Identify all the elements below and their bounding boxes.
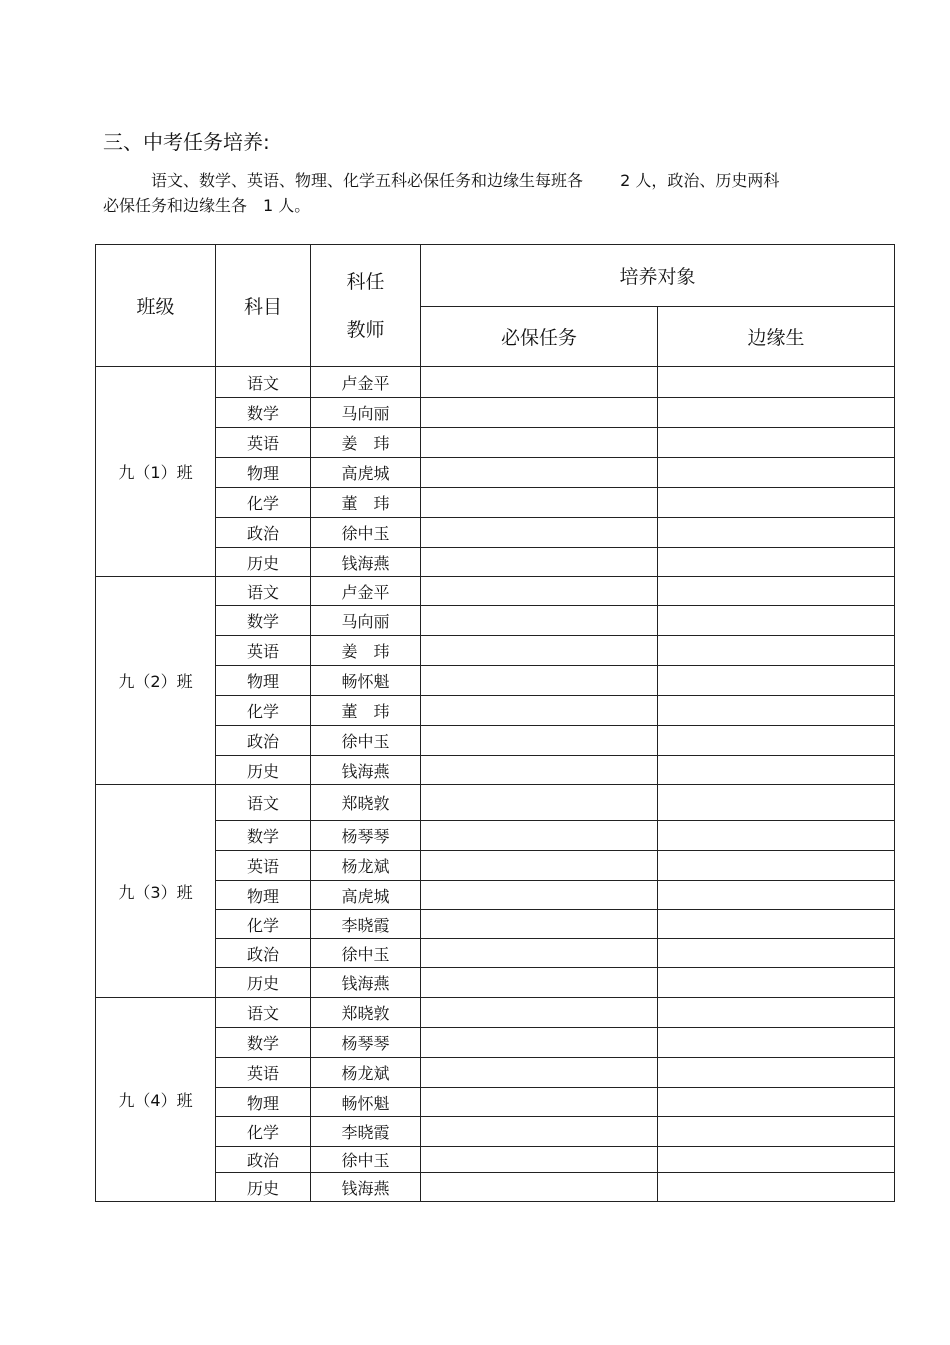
subject-cell: 物理: [216, 881, 311, 910]
teacher-cell: 姜 玮: [311, 636, 421, 666]
table-row: [96, 458, 895, 488]
edge-student-cell[interactable]: [658, 1028, 895, 1058]
edge-student-cell[interactable]: [658, 821, 895, 851]
edge-student-cell[interactable]: [658, 726, 895, 756]
teacher-cell: 畅怀魁: [311, 666, 421, 696]
must-task-cell[interactable]: [421, 1147, 658, 1173]
subject-cell: 语文: [216, 577, 311, 606]
subject-cell: 数学: [216, 398, 311, 428]
teacher-cell: 郑晓敦: [311, 998, 421, 1028]
must-task-cell[interactable]: [421, 785, 658, 821]
edge-student-cell[interactable]: [658, 398, 895, 428]
subject-cell: 物理: [216, 458, 311, 488]
edge-student-cell[interactable]: [658, 1173, 895, 1202]
header-teacher-line-2: 教师: [346, 318, 385, 341]
edge-student-cell[interactable]: [658, 548, 895, 577]
subject-cell: 数学: [216, 821, 311, 851]
table-body: [96, 367, 895, 1202]
teacher-cell: 徐中玉: [311, 518, 421, 548]
table-row: [96, 367, 895, 398]
edge-student-cell[interactable]: [658, 881, 895, 910]
header-must-task: 必保任务: [421, 307, 658, 367]
table-row: [96, 1028, 895, 1058]
must-task-cell[interactable]: [421, 606, 658, 636]
teacher-cell: 杨琴琴: [311, 821, 421, 851]
table-row: [96, 548, 895, 577]
edge-student-cell[interactable]: [658, 1117, 895, 1147]
must-task-cell[interactable]: [421, 666, 658, 696]
must-task-cell[interactable]: [421, 881, 658, 910]
table-row: [96, 998, 895, 1028]
must-task-cell[interactable]: [421, 851, 658, 881]
edge-student-cell[interactable]: [658, 756, 895, 785]
edge-student-cell[interactable]: [658, 367, 895, 398]
teacher-cell: 钱海燕: [311, 548, 421, 577]
teacher-cell: 杨龙斌: [311, 1058, 421, 1088]
must-task-cell[interactable]: [421, 577, 658, 606]
subject-cell: 英语: [216, 1058, 311, 1088]
subject-cell: 英语: [216, 851, 311, 881]
teacher-cell: 郑晓敦: [311, 785, 421, 821]
teacher-cell: 钱海燕: [311, 1173, 421, 1202]
table-row: [96, 428, 895, 458]
teacher-cell: 马向丽: [311, 606, 421, 636]
header-teacher: [311, 245, 421, 367]
edge-student-cell[interactable]: [658, 606, 895, 636]
teacher-cell: 卢金平: [311, 577, 421, 606]
subject-cell: 化学: [216, 696, 311, 726]
edge-student-cell[interactable]: [658, 968, 895, 998]
teacher-cell: 钱海燕: [311, 968, 421, 998]
must-task-cell[interactable]: [421, 518, 658, 548]
must-task-cell[interactable]: [421, 1173, 658, 1202]
edge-student-cell[interactable]: [658, 785, 895, 821]
teacher-cell: 姜 玮: [311, 428, 421, 458]
edge-student-cell[interactable]: [658, 518, 895, 548]
table-row: [96, 756, 895, 785]
must-task-cell[interactable]: [421, 398, 658, 428]
edge-student-cell[interactable]: [658, 998, 895, 1028]
must-task-cell[interactable]: [421, 428, 658, 458]
task-description: [103, 168, 863, 218]
subject-cell: 英语: [216, 428, 311, 458]
must-task-cell[interactable]: [421, 488, 658, 518]
subject-cell: 政治: [216, 518, 311, 548]
table-row: [96, 726, 895, 756]
table-row: [96, 398, 895, 428]
edge-student-cell[interactable]: [658, 939, 895, 968]
edge-student-cell[interactable]: [658, 577, 895, 606]
class-name-cell: 九（1）班: [96, 367, 216, 577]
teacher-cell: 董 玮: [311, 488, 421, 518]
teacher-cell: 高虎城: [311, 458, 421, 488]
must-task-cell[interactable]: [421, 548, 658, 577]
must-task-cell[interactable]: [421, 367, 658, 398]
teacher-cell: 杨琴琴: [311, 1028, 421, 1058]
teacher-cell: 畅怀魁: [311, 1088, 421, 1117]
teacher-cell: 马向丽: [311, 398, 421, 428]
teacher-cell: 徐中玉: [311, 939, 421, 968]
header-teacher-line-1: 科任: [346, 270, 385, 293]
subject-cell: 历史: [216, 968, 311, 998]
teacher-cell: 徐中玉: [311, 1147, 421, 1173]
must-task-cell[interactable]: [421, 1088, 658, 1117]
subject-cell: 化学: [216, 488, 311, 518]
must-task-cell[interactable]: [421, 636, 658, 666]
edge-student-cell[interactable]: [658, 910, 895, 939]
subject-cell: 语文: [216, 785, 311, 821]
subject-cell: 英语: [216, 636, 311, 666]
subject-cell: 政治: [216, 1147, 311, 1173]
table-row: [96, 696, 895, 726]
table-row: [96, 636, 895, 666]
edge-student-cell[interactable]: [658, 1147, 895, 1173]
header-class: 班级: [96, 245, 216, 367]
subject-cell: 化学: [216, 910, 311, 939]
teacher-cell: 卢金平: [311, 367, 421, 398]
teacher-cell: 董 玮: [311, 696, 421, 726]
must-task-cell[interactable]: [421, 458, 658, 488]
table-row: [96, 488, 895, 518]
subject-cell: 语文: [216, 998, 311, 1028]
teacher-cell: 李晓霞: [311, 910, 421, 939]
teacher-cell: 杨龙斌: [311, 851, 421, 881]
must-task-cell[interactable]: [421, 726, 658, 756]
training-plan-table: [95, 244, 895, 1202]
table-row: [96, 881, 895, 910]
subject-cell: 语文: [216, 367, 311, 398]
table-row: [96, 785, 895, 821]
table-row: [96, 1088, 895, 1117]
subject-cell: 物理: [216, 1088, 311, 1117]
must-task-cell[interactable]: [421, 756, 658, 785]
task-description-line-2: 必保任务和边缘生各 1 人。: [103, 196, 311, 215]
teacher-cell: 徐中玉: [311, 726, 421, 756]
class-name-cell: 九（4）班: [96, 998, 216, 1202]
section-heading: 三、中考任务培养:: [103, 130, 270, 154]
edge-student-cell[interactable]: [658, 636, 895, 666]
teacher-cell: 高虎城: [311, 881, 421, 910]
subject-cell: 数学: [216, 1028, 311, 1058]
table-row: [96, 1058, 895, 1088]
edge-student-cell[interactable]: [658, 851, 895, 881]
table-row: [96, 518, 895, 548]
table-row: [96, 1117, 895, 1147]
class-name-cell: 九（2）班: [96, 577, 216, 785]
subject-cell: 物理: [216, 666, 311, 696]
table-row: [96, 910, 895, 939]
subject-cell: 政治: [216, 939, 311, 968]
edge-student-cell[interactable]: [658, 458, 895, 488]
header-edge-student: 边缘生: [658, 307, 895, 367]
subject-cell: 数学: [216, 606, 311, 636]
teacher-cell: 李晓霞: [311, 1117, 421, 1147]
must-task-cell[interactable]: [421, 1058, 658, 1088]
edge-student-cell[interactable]: [658, 428, 895, 458]
table-row: [96, 968, 895, 998]
must-task-cell[interactable]: [421, 939, 658, 968]
class-name-cell: 九（3）班: [96, 785, 216, 998]
table-row: [96, 666, 895, 696]
edge-student-cell[interactable]: [658, 1088, 895, 1117]
edge-student-cell[interactable]: [658, 666, 895, 696]
subject-cell: 化学: [216, 1117, 311, 1147]
header-subject: 科目: [216, 245, 311, 367]
table-row: [96, 851, 895, 881]
header-target: 培养对象: [421, 245, 895, 307]
table-row: [96, 1147, 895, 1173]
edge-student-cell[interactable]: [658, 488, 895, 518]
must-task-cell[interactable]: [421, 910, 658, 939]
must-task-cell[interactable]: [421, 998, 658, 1028]
teacher-cell: 钱海燕: [311, 756, 421, 785]
subject-cell: 政治: [216, 726, 311, 756]
subject-cell: 历史: [216, 756, 311, 785]
must-task-cell[interactable]: [421, 821, 658, 851]
must-task-cell[interactable]: [421, 1028, 658, 1058]
must-task-cell[interactable]: [421, 696, 658, 726]
must-task-cell[interactable]: [421, 968, 658, 998]
must-task-cell[interactable]: [421, 1117, 658, 1147]
table-row: [96, 821, 895, 851]
table-row: [96, 939, 895, 968]
table-row: [96, 606, 895, 636]
edge-student-cell[interactable]: [658, 696, 895, 726]
subject-cell: 历史: [216, 548, 311, 577]
subject-cell: 历史: [216, 1173, 311, 1202]
task-description-line-1: 语文、数学、英语、物理、化学五科必保任务和边缘生每班各 2 人，政治、历史两科: [151, 171, 780, 190]
table-row: [96, 1173, 895, 1202]
table-row: [96, 577, 895, 606]
edge-student-cell[interactable]: [658, 1058, 895, 1088]
